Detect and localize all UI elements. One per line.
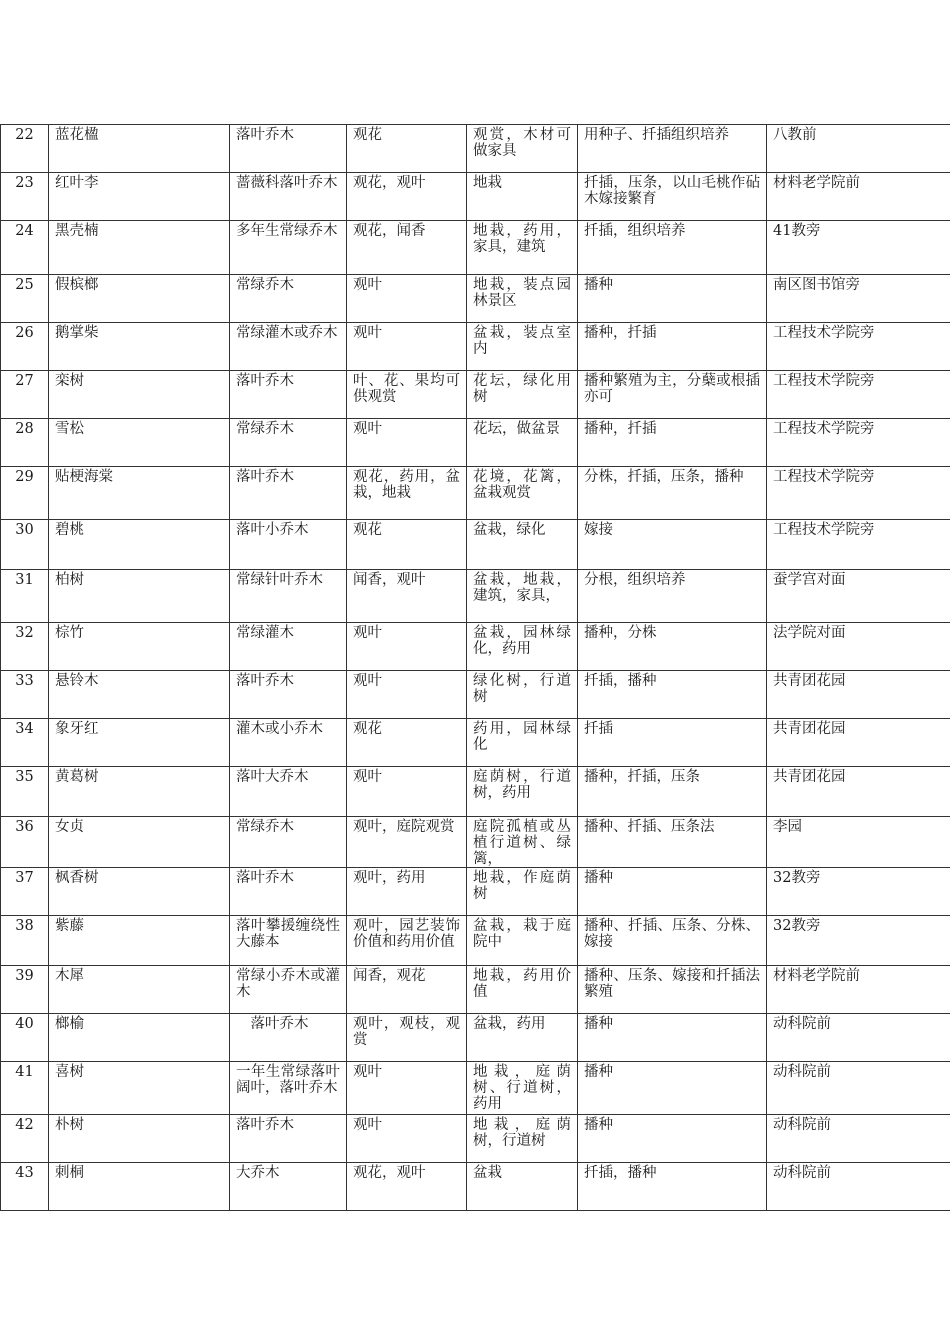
- propagation-method-cell: 播种: [578, 868, 767, 916]
- location-cell: 动科院前: [767, 1115, 950, 1163]
- plant-table-body: [1, 125, 950, 1211]
- plant-name-cell: 贴梗海棠: [49, 467, 230, 520]
- application-cell: 盆栽，园林绿化，药用: [467, 623, 578, 671]
- propagation-method-cell: 嫁接: [578, 520, 767, 570]
- table-row: [1, 275, 950, 323]
- plant-name-cell: 雪松: [49, 419, 230, 467]
- plant-type-cell: 落叶乔木: [230, 371, 347, 419]
- propagation-method-cell: 播种、压条、嫁接和扦插法繁殖: [578, 966, 767, 1014]
- row-number-cell: 41: [1, 1062, 49, 1115]
- plant-name-cell: 象牙红: [49, 719, 230, 767]
- plant-type-cell: 常绿针叶乔木: [230, 570, 347, 623]
- row-number-cell: 25: [1, 275, 49, 323]
- row-number-cell: 35: [1, 767, 49, 817]
- plant-type-cell: 落叶乔木: [230, 1014, 347, 1062]
- propagation-method-cell: 播种: [578, 275, 767, 323]
- application-cell: 盆栽，绿化: [467, 520, 578, 570]
- ornamental-use-cell: 观叶: [347, 671, 467, 719]
- application-cell: 地栽，装点园林景区: [467, 275, 578, 323]
- plant-type-cell: 大乔木: [230, 1163, 347, 1211]
- plant-type-cell: 落叶大乔木: [230, 767, 347, 817]
- location-cell: 动科院前: [767, 1062, 950, 1115]
- row-number-cell: 32: [1, 623, 49, 671]
- propagation-method-cell: 播种: [578, 1062, 767, 1115]
- location-cell: 工程技术学院旁: [767, 419, 950, 467]
- application-cell: 地栽，药用价值: [467, 966, 578, 1014]
- propagation-method-cell: 播种，扦插: [578, 323, 767, 371]
- table-row: [1, 767, 950, 817]
- ornamental-use-cell: 观花，观叶: [347, 173, 467, 221]
- table-row: [1, 719, 950, 767]
- table-row: [1, 868, 950, 916]
- ornamental-use-cell: 观叶: [347, 623, 467, 671]
- location-cell: 动科院前: [767, 1163, 950, 1211]
- ornamental-use-cell: 观叶: [347, 767, 467, 817]
- row-number-cell: 31: [1, 570, 49, 623]
- location-cell: 工程技术学院旁: [767, 371, 950, 419]
- ornamental-use-cell: 观花: [347, 719, 467, 767]
- plant-name-cell: 红叶李: [49, 173, 230, 221]
- table-row: [1, 221, 950, 275]
- application-cell: 地栽，药用，家具，建筑: [467, 221, 578, 275]
- plant-name-cell: 蓝花楹: [49, 125, 230, 173]
- plant-type-cell: 一年生常绿落叶阔叶，落叶乔木: [230, 1062, 347, 1115]
- propagation-method-cell: 播种: [578, 1014, 767, 1062]
- plant-name-cell: 棕竹: [49, 623, 230, 671]
- application-cell: 盆栽，地栽，建筑，家具，: [467, 570, 578, 623]
- application-cell: 观赏，木材可做家具: [467, 125, 578, 173]
- plant-type-cell: 常绿乔木: [230, 419, 347, 467]
- location-cell: 南区图书馆旁: [767, 275, 950, 323]
- table-row: [1, 916, 950, 966]
- propagation-method-cell: 播种，分株: [578, 623, 767, 671]
- table-row: [1, 1014, 950, 1062]
- row-number-cell: 40: [1, 1014, 49, 1062]
- row-number-cell: 37: [1, 868, 49, 916]
- row-number-cell: 38: [1, 916, 49, 966]
- location-cell: 八教前: [767, 125, 950, 173]
- location-cell: 32教旁: [767, 868, 950, 916]
- row-number-cell: 34: [1, 719, 49, 767]
- table-row: [1, 323, 950, 371]
- propagation-method-cell: 播种，扦插: [578, 419, 767, 467]
- row-number-cell: 29: [1, 467, 49, 520]
- ornamental-use-cell: 闻香，观叶: [347, 570, 467, 623]
- propagation-method-cell: 用种子、扦插组织培养: [578, 125, 767, 173]
- plant-type-cell: 多年生常绿乔木: [230, 221, 347, 275]
- application-cell: 花境，花篱，盆栽观赏: [467, 467, 578, 520]
- propagation-method-cell: 扦插: [578, 719, 767, 767]
- propagation-method-cell: 分株，扦插，压条，播种: [578, 467, 767, 520]
- table-row: [1, 467, 950, 520]
- ornamental-use-cell: 叶、花、果均可供观赏: [347, 371, 467, 419]
- ornamental-use-cell: 观花，观叶: [347, 1163, 467, 1211]
- table-row: [1, 173, 950, 221]
- plant-name-cell: 鹅掌柴: [49, 323, 230, 371]
- ornamental-use-cell: 观叶: [347, 323, 467, 371]
- table-row: [1, 125, 950, 173]
- location-cell: 蚕学宫对面: [767, 570, 950, 623]
- ornamental-use-cell: 观叶，园艺装饰价值和药用价值: [347, 916, 467, 966]
- plant-type-cell: 落叶攀援缠绕性大藤本: [230, 916, 347, 966]
- location-cell: 法学院对面: [767, 623, 950, 671]
- application-cell: 绿化树，行道树: [467, 671, 578, 719]
- location-cell: 材料老学院前: [767, 966, 950, 1014]
- ornamental-use-cell: 观叶: [347, 419, 467, 467]
- table-row: [1, 419, 950, 467]
- table-row: [1, 371, 950, 419]
- plant-name-cell: 柏树: [49, 570, 230, 623]
- table-row: [1, 623, 950, 671]
- ornamental-use-cell: 观花: [347, 125, 467, 173]
- application-cell: 地栽，庭荫树、行道树，药用: [467, 1062, 578, 1115]
- plant-name-cell: 黑壳楠: [49, 221, 230, 275]
- plant-name-cell: 栾树: [49, 371, 230, 419]
- table-row: [1, 1062, 950, 1115]
- plant-name-cell: 悬铃木: [49, 671, 230, 719]
- row-number-cell: 22: [1, 125, 49, 173]
- plant-name-cell: 枫香树: [49, 868, 230, 916]
- row-number-cell: 43: [1, 1163, 49, 1211]
- row-number-cell: 26: [1, 323, 49, 371]
- plant-type-cell: 落叶乔木: [230, 868, 347, 916]
- location-cell: 32教旁: [767, 916, 950, 966]
- location-cell: 材料老学院前: [767, 173, 950, 221]
- plant-type-cell: 落叶小乔木: [230, 520, 347, 570]
- plant-name-cell: 榔榆: [49, 1014, 230, 1062]
- table-row: [1, 1163, 950, 1211]
- location-cell: 共青团花园: [767, 767, 950, 817]
- row-number-cell: 24: [1, 221, 49, 275]
- location-cell: 李园: [767, 817, 950, 868]
- plant-name-cell: 朴树: [49, 1115, 230, 1163]
- propagation-method-cell: 播种、扦插、压条法: [578, 817, 767, 868]
- table-row: [1, 570, 950, 623]
- plant-name-cell: 紫藤: [49, 916, 230, 966]
- plant-type-cell: 落叶乔木: [230, 671, 347, 719]
- application-cell: 地栽，庭荫树，行道树: [467, 1115, 578, 1163]
- plant-name-cell: 木犀: [49, 966, 230, 1014]
- plant-type-cell: 落叶乔木: [230, 125, 347, 173]
- table-row: [1, 520, 950, 570]
- table-row: [1, 966, 950, 1014]
- location-cell: 动科院前: [767, 1014, 950, 1062]
- plant-name-cell: 喜树: [49, 1062, 230, 1115]
- plant-type-cell: 常绿小乔木或灌木: [230, 966, 347, 1014]
- location-cell: 工程技术学院旁: [767, 520, 950, 570]
- application-cell: 花坛，做盆景: [467, 419, 578, 467]
- plant-type-cell: 灌木或小乔木: [230, 719, 347, 767]
- plant-table: [0, 124, 950, 1211]
- plant-type-cell: 常绿灌木: [230, 623, 347, 671]
- location-cell: 共青团花园: [767, 719, 950, 767]
- propagation-method-cell: 播种繁殖为主，分蘖或根插亦可: [578, 371, 767, 419]
- propagation-method-cell: 扦插，播种: [578, 671, 767, 719]
- propagation-method-cell: 播种、扦插、压条、分株、嫁接: [578, 916, 767, 966]
- propagation-method-cell: 扦插，播种: [578, 1163, 767, 1211]
- application-cell: 药用，园林绿化: [467, 719, 578, 767]
- plant-type-cell: 落叶乔木: [230, 1115, 347, 1163]
- plant-type-cell: 常绿乔木: [230, 817, 347, 868]
- application-cell: 盆栽，装点室内: [467, 323, 578, 371]
- ornamental-use-cell: 观花，闻香: [347, 221, 467, 275]
- application-cell: 地栽: [467, 173, 578, 221]
- table-row: [1, 1115, 950, 1163]
- plant-name-cell: 假槟榔: [49, 275, 230, 323]
- application-cell: 盆栽: [467, 1163, 578, 1211]
- ornamental-use-cell: 观花，药用，盆栽，地栽: [347, 467, 467, 520]
- table-row: [1, 671, 950, 719]
- propagation-method-cell: 扦插，压条，以山毛桃作砧木嫁接繁育: [578, 173, 767, 221]
- propagation-method-cell: 播种: [578, 1115, 767, 1163]
- ornamental-use-cell: 观叶，观枝，观赏: [347, 1014, 467, 1062]
- row-number-cell: 27: [1, 371, 49, 419]
- ornamental-use-cell: 观叶: [347, 1062, 467, 1115]
- location-cell: 共青团花园: [767, 671, 950, 719]
- ornamental-use-cell: 观叶: [347, 1115, 467, 1163]
- application-cell: 盆栽，栽于庭院中: [467, 916, 578, 966]
- propagation-method-cell: 扦插，组织培养: [578, 221, 767, 275]
- ornamental-use-cell: 观叶，药用: [347, 868, 467, 916]
- plant-type-cell: 蔷薇科落叶乔木: [230, 173, 347, 221]
- row-number-cell: 28: [1, 419, 49, 467]
- ornamental-use-cell: 观花: [347, 520, 467, 570]
- location-cell: 41教旁: [767, 221, 950, 275]
- plant-type-cell: 常绿灌木或乔木: [230, 323, 347, 371]
- application-cell: 盆栽，药用: [467, 1014, 578, 1062]
- plant-type-cell: 常绿乔木: [230, 275, 347, 323]
- application-cell: 庭荫树，行道树，药用: [467, 767, 578, 817]
- table-row: [1, 817, 950, 868]
- plant-name-cell: 刺桐: [49, 1163, 230, 1211]
- row-number-cell: 33: [1, 671, 49, 719]
- row-number-cell: 39: [1, 966, 49, 1014]
- location-cell: 工程技术学院旁: [767, 323, 950, 371]
- row-number-cell: 36: [1, 817, 49, 868]
- plant-name-cell: 碧桃: [49, 520, 230, 570]
- plant-name-cell: 女贞: [49, 817, 230, 868]
- plant-name-cell: 黄葛树: [49, 767, 230, 817]
- application-cell: 庭院孤植或丛植行道树、绿篱，: [467, 817, 578, 868]
- row-number-cell: 23: [1, 173, 49, 221]
- row-number-cell: 30: [1, 520, 49, 570]
- ornamental-use-cell: 观叶: [347, 275, 467, 323]
- location-cell: 工程技术学院旁: [767, 467, 950, 520]
- application-cell: 地栽，作庭荫树: [467, 868, 578, 916]
- application-cell: 花坛，绿化用树: [467, 371, 578, 419]
- ornamental-use-cell: 观叶，庭院观赏: [347, 817, 467, 868]
- row-number-cell: 42: [1, 1115, 49, 1163]
- plant-type-cell: 落叶乔木: [230, 467, 347, 520]
- ornamental-use-cell: 闻香，观花: [347, 966, 467, 1014]
- propagation-method-cell: 播种，扦插，压条: [578, 767, 767, 817]
- propagation-method-cell: 分根，组织培养: [578, 570, 767, 623]
